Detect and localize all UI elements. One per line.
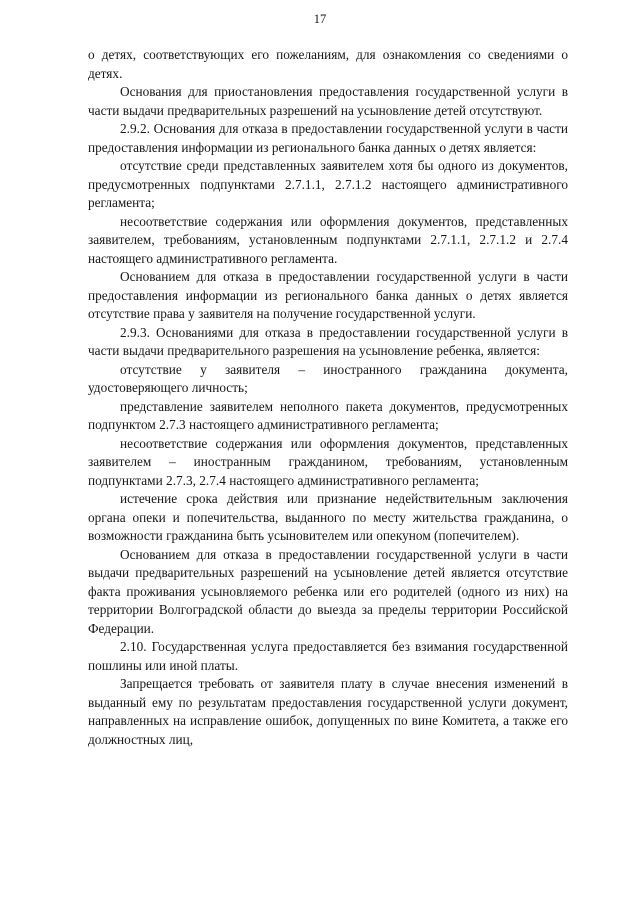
paragraph: истечение срока действия или признание недействительным заключения органа опеки и попечительства, выданного по месту жительства гражданина, о возможности гражданина быть усыновителем или опекуном (попечителем). (88, 491, 568, 543)
paragraph: представление заявителем неполного пакета документов, предусмотренных подпунктом 2.7.3 настоящего административного регламента; (88, 398, 568, 432)
paragraph: Основанием для отказа в предоставлении государственной услуги в части предоставления информации из регионального банка данных о детях является отсутствие права у заявителя на получение государственной услуги. (88, 269, 568, 321)
paragraph: несоответствие содержания или оформления документов, представленных заявителем, требованиям, установленным подпунктами 2.7.1.1, 2.7.1.2 и 2.7.4 настоящего административного регламента. (88, 213, 568, 266)
paragraph: Основанием для отказа в предоставлении государственной услуги в части выдачи предварительных разрешений на усыновление детей является отсутствие факта проживания усыновляемого ребенка или его родителей (одного из них) на территории Волгоградской области до выезда за пределы территории Российской Федерации. (88, 546, 568, 636)
paragraph: 2.9.3. Основаниями для отказа в предоставлении государственной услуги в части выдачи предварительного разрешения на усыновление ребенка, является: (88, 324, 568, 358)
paragraph: отсутствие среди представленных заявителем хотя бы одного из документов, предусмотренных подпунктами 2.7.1.1, 2.7.1.2 настоящего административного регламента; (88, 158, 568, 210)
document-body (88, 46, 568, 749)
paragraph: 2.9.2. Основания для отказа в предоставлении государственной услуги в части предоставления информации из регионального банка данных о детях является: (88, 121, 568, 155)
paragraph: о детях, соответствующих его пожеланиям, для ознакомления со сведениями о детях. (88, 47, 568, 81)
paragraph: Запрещается требовать от заявителя плату в случае внесения изменений в выданный ему по результатам предоставления государственной услуги документ, направленных на исправление ошибок, допущенных по вине Комитета, а также его должностных лиц, (88, 676, 568, 747)
paragraph: Основания для приостановления предоставления государственной услуги в части выдачи предварительных разрешений на усыновление детей отсутствуют. (88, 84, 568, 118)
paragraph: 2.10. Государственная услуга предоставляется без взимания государственной пошлины или иной платы. (88, 639, 568, 673)
page-number: 17 (313, 12, 327, 26)
paragraph: отсутствие у заявителя – иностранного гражданина документа, удостоверяющего личность; (88, 361, 568, 395)
paragraph: несоответствие содержания или оформления документов, представленных заявителем – иностранным гражданином, требованиям, установленным подпунктами 2.7.3, 2.7.4 настоящего административного регламента; (88, 435, 568, 488)
